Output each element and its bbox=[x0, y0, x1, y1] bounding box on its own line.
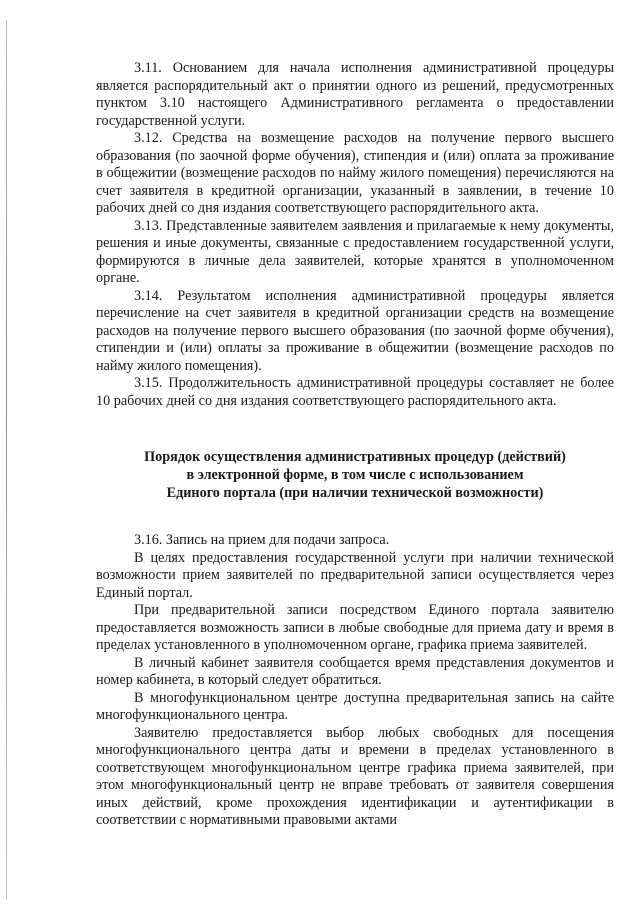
paragraph-3-11: 3.11. Основанием для начала исполнения административной процедуры является распорядительный акт о принятии одного из решений, предусмотренных пунктом 3.10 настоящего Административного регламента о предоставлении государственной услуги. bbox=[96, 60, 614, 129]
paragraph-mfc-record: В многофункциональном центре доступна предварительная запись на сайте многофункционального центра. bbox=[96, 689, 614, 723]
paragraph-personal-cabinet: В личный кабинет заявителя сообщается время представления документов и номер кабинета, в который следует обратиться. bbox=[96, 654, 614, 688]
scan-edge-line bbox=[6, 20, 7, 900]
section-heading-line-2: в электронной форме, в том числе с использованием bbox=[186, 467, 524, 483]
section-heading-line-3: Единого портала (при наличии технической возможности) bbox=[166, 485, 544, 501]
paragraph-appointment-portal: В целях предоставления государственной услуги при наличии технической возможности прием заявителей по предварительной записи осуществляется через Единый портал. bbox=[96, 549, 614, 601]
paragraph-3-13: 3.13. Представленные заявителем заявления и прилагаемые к нему документы, решения и иные документы, связанные с предоставлением государственной услуги, формируются в личные дела заявителей, которые хранятся в уполномоченном органе. bbox=[96, 217, 614, 286]
paragraph-mfc-choice: Заявителю предоставляется выбор любых свободных для посещения многофункционального центра даты и времени в пределах установленного в соответствующем многофункциональном центре графика приема заявителей, при этом многофункциональный центр не вправе требовать от заявителя совершения иных действий, кроме прохождения идентификации и аутентификации в соответствии с нормативными правовыми актами bbox=[96, 724, 614, 828]
section-heading bbox=[96, 448, 614, 502]
paragraph-3-15: 3.15. Продолжительность административной процедуры составляет не более 10 рабочих дней со дня издания соответствующего распорядительного акта. bbox=[96, 375, 614, 409]
paragraph-preliminary-record: При предварительной записи посредством Единого портала заявителю предоставляется возможность записи в любые свободные для приема дату и время в пределах установленного в уполномоченном органе, графика приема заявителей. bbox=[96, 602, 614, 653]
paragraph-3-16: 3.16. Запись на прием для подачи запроса. bbox=[134, 532, 390, 548]
paragraph-3-12: 3.12. Средства на возмещение расходов на получение первого высшего образования (по заочной форме обучения), стипендия и (или) оплата за проживание в общежитии (возмещение расходов по найму жилого помещения) перечисляются на счет заявителя в кредитной организации, указанный в заявлении, в течение 10 рабочих дней со дня издания соответствующего распорядительного акта. bbox=[96, 130, 614, 216]
document-body bbox=[96, 60, 614, 830]
paragraph-3-14: 3.14. Результатом исполнения административной процедуры является перечисление на счет заявителя в кредитной организации средств на возмещение расходов на получение первого высшего образования (по заочной форме обучения), стипендии и (или) оплаты за проживание в общежитии (возмещение расходов по найму жилого помещения). bbox=[96, 287, 614, 374]
section-heading-line-1: Порядок осуществления административных процедур (действий) bbox=[144, 449, 566, 465]
